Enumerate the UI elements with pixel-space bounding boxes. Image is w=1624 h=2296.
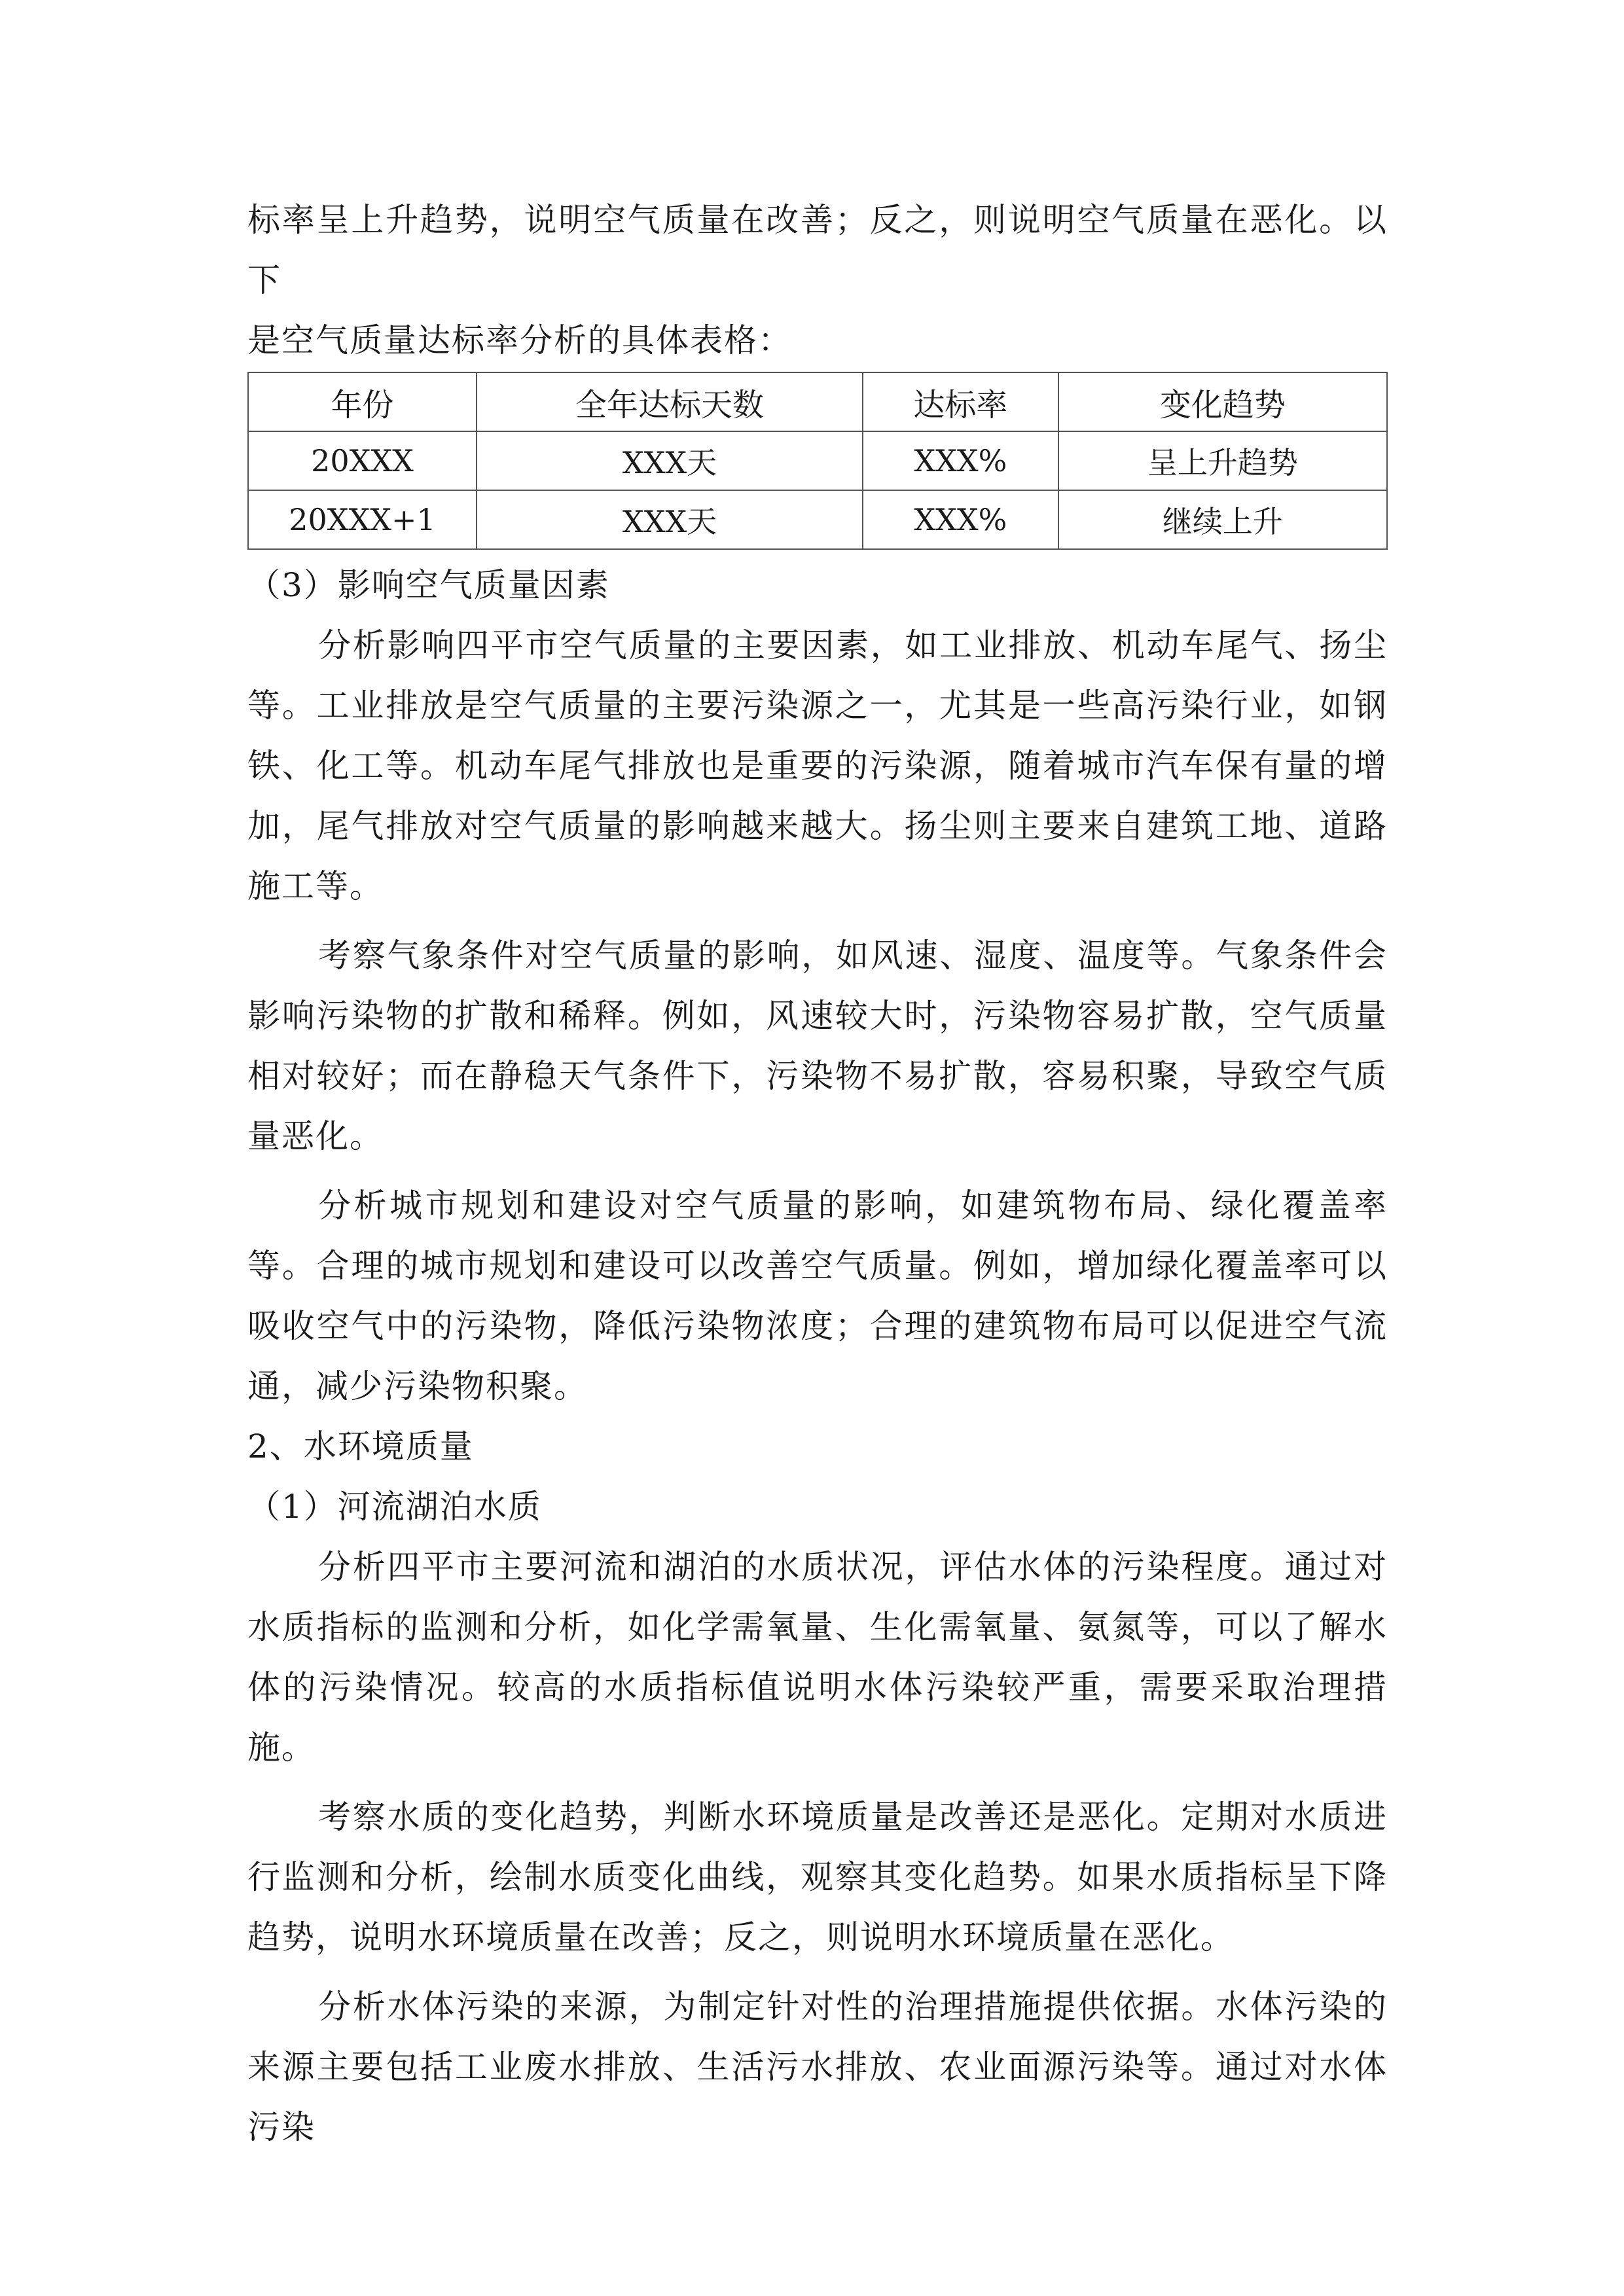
- subsection-heading-rivers-lakes: （1）河流湖泊水质: [247, 1488, 542, 1526]
- table-cell-rate: XXX%: [863, 490, 1058, 549]
- table-cell-year: 20XXX: [248, 431, 477, 490]
- table-cell-rate: XXX%: [863, 431, 1058, 490]
- section-heading-air-factors: （3）影响空气质量因素: [247, 566, 610, 604]
- table-cell-trend: 呈上升趋势: [1058, 431, 1387, 490]
- intro-line-1: 标率呈上升趋势，说明空气质量在改善；反之，则说明空气质量在恶化。以下: [247, 201, 1388, 299]
- table-row: [248, 431, 1387, 490]
- table-header-row: [248, 372, 1387, 431]
- intro-line-2: 是空气质量达标率分析的具体表格：: [247, 321, 792, 359]
- table-cell-year: 20XXX+1: [248, 490, 477, 549]
- table-cell-days: XXX天: [477, 431, 863, 490]
- table-header-rate: 达标率: [863, 372, 1058, 431]
- paragraph-emission-sources: 分析影响四平市空气质量的主要因素，如工业排放、机动车尾气、扬尘等。工业排放是空气质量的主要污染源之一，尤其是一些高污染行业，如钢铁、化工等。机动车尾气排放也是重要的污染源，随着城市汽车保有量的增加，尾气排放对空气质量的影响越来越大。扬尘则主要来自建筑工地、道路施工等。: [247, 626, 1388, 905]
- table-header-days: 全年达标天数: [477, 372, 863, 431]
- paragraph-urban-planning: 分析城市规划和建设对空气质量的影响，如建筑物布局、绿化覆盖率等。合理的城市规划和建设可以改善空气质量。例如，增加绿化覆盖率可以吸收空气中的污染物，降低污染物浓度；合理的建筑物布局可以促进空气流通，减少污染物积聚。: [247, 1187, 1388, 1405]
- table-header-year: 年份: [248, 372, 477, 431]
- paragraph-weather-influence: 考察气象条件对空气质量的影响，如风速、湿度、温度等。气象条件会影响污染物的扩散和稀释。例如，风速较大时，污染物容易扩散，空气质量相对较好；而在静稳天气条件下，污染物不易扩散，容易积聚，导致空气质量恶化。: [247, 937, 1388, 1155]
- compliance-rate-table: [247, 372, 1388, 550]
- paragraph-water-status: 分析四平市主要河流和湖泊的水质状况，评估水体的污染程度。通过对水质指标的监测和分析，如化学需氧量、生化需氧量、氨氮等，可以了解水体的污染情况。较高的水质指标值说明水体污染较严重，需要采取治理措施。: [247, 1548, 1388, 1767]
- table-header-trend: 变化趋势: [1058, 372, 1387, 431]
- table-cell-days: XXX天: [477, 490, 863, 549]
- table-row: [248, 490, 1387, 549]
- paragraph-pollution-sources: 分析水体污染的来源，为制定针对性的治理措施提供依据。水体污染的来源主要包括工业废水排放、生活污水排放、农业面源污染等。通过对水体污染: [247, 1988, 1388, 2146]
- section-heading-water: 2、水环境质量: [247, 1427, 474, 1465]
- paragraph-water-trend: 考察水质的变化趋势，判断水环境质量是改善还是恶化。定期对水质进行监测和分析，绘制水质变化曲线，观察其变化趋势。如果水质指标呈下降趋势，说明水环境质量在改善；反之，则说明水环境质量在恶化。: [247, 1798, 1388, 1956]
- document-page: [247, 190, 1388, 2157]
- table-cell-trend: 继续上升: [1058, 490, 1387, 549]
